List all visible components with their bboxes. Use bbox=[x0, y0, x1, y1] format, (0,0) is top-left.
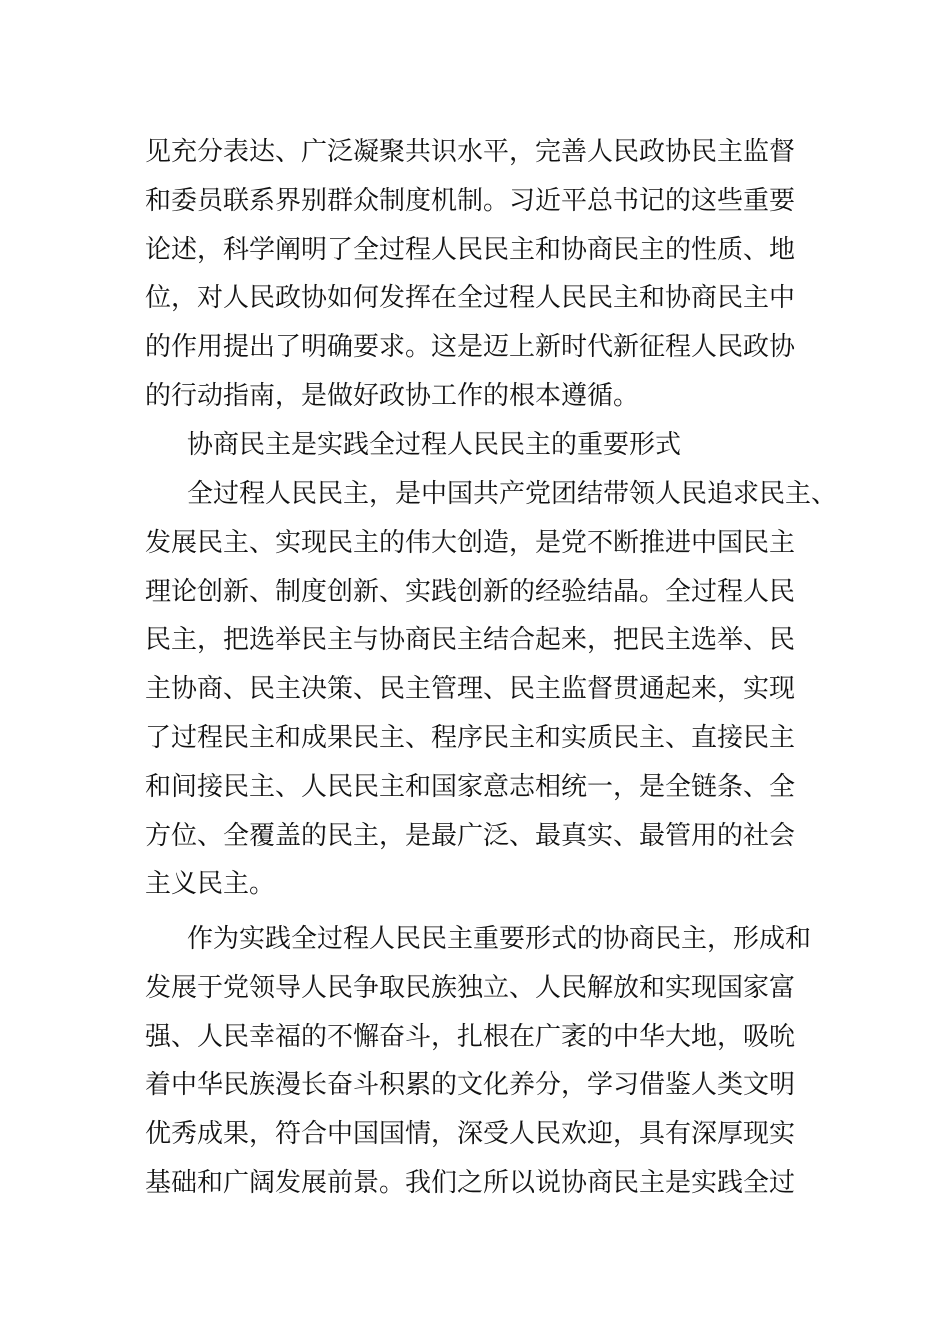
text-line: 发展民主、实现民主的伟大创造，是党不断推进中国民主 bbox=[145, 527, 796, 558]
paragraph-2 bbox=[145, 470, 845, 909]
paragraph-3 bbox=[145, 915, 845, 1208]
text-line: 方位、全覆盖的民主，是最广泛、最真实、最管用的社会 bbox=[145, 820, 796, 851]
text-line: 和间接民主、人民民主和国家意志相统一，是全链条、全 bbox=[145, 771, 796, 802]
text-line: 的作用提出了明确要求。这是迈上新时代新征程人民政协 bbox=[145, 332, 796, 363]
text-line: 优秀成果，符合中国国情，深受人民欢迎，具有深厚现实 bbox=[145, 1119, 796, 1150]
text-line: 位，对人民政协如何发挥在全过程人民民主和协商民主中 bbox=[145, 283, 796, 314]
text-line: 了过程民主和成果民主、程序民主和实质民主、直接民主 bbox=[145, 722, 796, 753]
text-line: 主义民主。 bbox=[145, 869, 276, 900]
text-line: 见充分表达、广泛凝聚共识水平，完善人民政协民主监督 bbox=[145, 137, 796, 167]
text-line: 基础和广阔发展前景。我们之所以说协商民主是实践全过 bbox=[145, 1167, 796, 1198]
text-line: 和委员联系界别群众制度机制。习近平总书记的这些重要 bbox=[145, 185, 796, 216]
text-line: 理论创新、制度创新、实践创新的经验结晶。全过程人民 bbox=[145, 576, 796, 607]
text-line: 全过程人民民主，是中国共产党团结带领人民追求民主、 bbox=[187, 479, 838, 509]
text-line: 的行动指南，是做好政协工作的根本遵循。 bbox=[145, 380, 640, 411]
section-heading: 协商民主是实践全过程人民民主的重要形式 bbox=[187, 430, 682, 460]
paragraph-1 bbox=[145, 128, 845, 421]
text-line: 强、人民幸福的不懈奋斗，扎根在广袤的中华大地，吸吮 bbox=[145, 1021, 796, 1052]
text-line: 发展于党领导人民争取民族独立、人民解放和实现国家富 bbox=[145, 972, 796, 1003]
text-line: 论述，科学阐明了全过程人民民主和协商民主的性质、地 bbox=[145, 234, 796, 265]
text-line: 民主，把选举民主与协商民主结合起来，把民主选举、民 bbox=[145, 625, 796, 656]
section-heading-block bbox=[145, 421, 845, 470]
text-line: 作为实践全过程人民民主重要形式的协商民主，形成和 bbox=[187, 924, 812, 954]
text-line: 主协商、民主决策、民主管理、民主监督贯通起来，实现 bbox=[145, 674, 796, 705]
text-line: 着中华民族漫长奋斗积累的文化养分，学习借鉴人类文明 bbox=[145, 1070, 796, 1101]
